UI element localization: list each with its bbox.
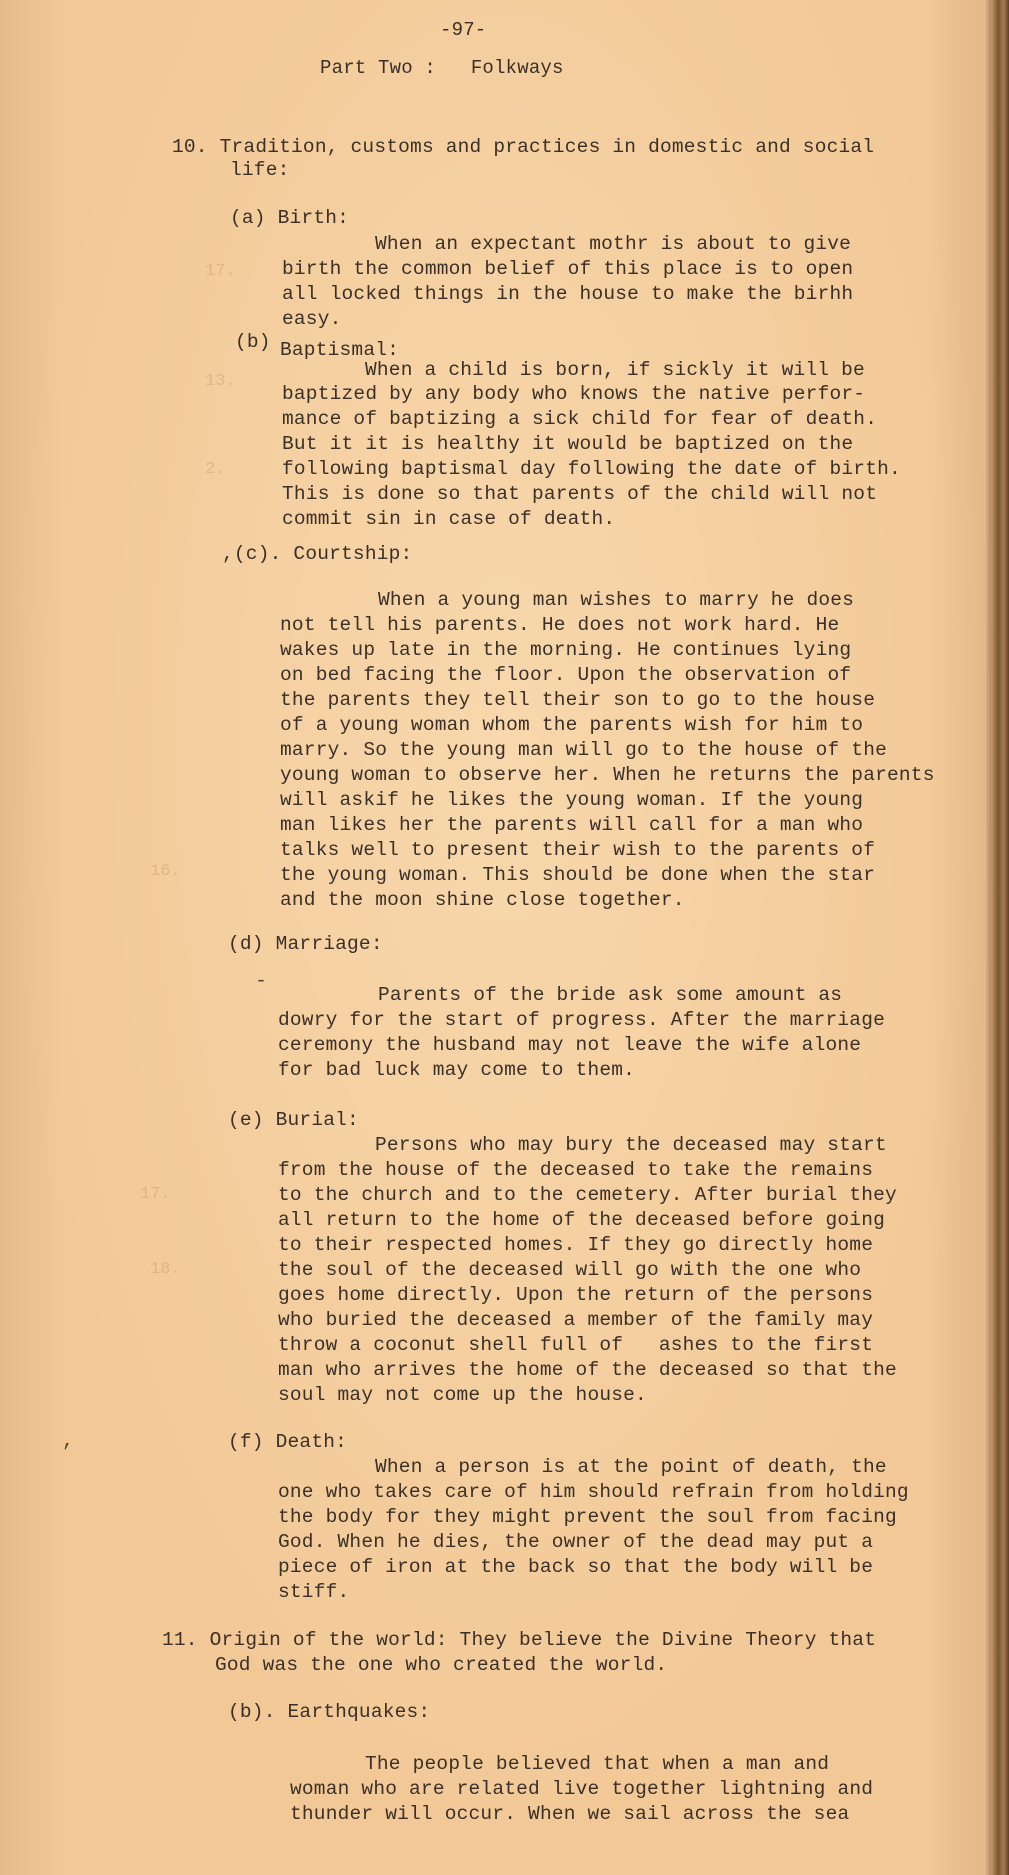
margin-mark: - (255, 970, 268, 993)
death-line: God. When he dies, the owner of the dead may put a (278, 1531, 874, 1553)
burial-line: to their respected homes. If they go directly home (278, 1234, 874, 1256)
baptismal-label-letter: (b) (235, 331, 271, 353)
marriage-line: ceremony the husband may not leave the wife alone (278, 1034, 862, 1056)
courtship-line: wakes up late in the morning. He continues lying (280, 639, 852, 661)
marriage-line: Parents of the bride ask some amount as (378, 984, 843, 1006)
birth-line: all locked things in the house to make the birhh (282, 283, 854, 305)
bleed-through-mark: 2. (205, 460, 226, 479)
death-label: (f) Death: (228, 1431, 348, 1453)
bleed-through-mark: 17. (205, 262, 236, 281)
birth-line: When an expectant mothr is about to give (375, 233, 852, 255)
courtship-line: on bed facing the floor. Upon the observation of (280, 664, 852, 686)
margin-mark: , (62, 1430, 75, 1453)
section-10-heading: 10. Tradition, customs and practices in domestic and social (172, 136, 875, 158)
earthquakes-line: woman who are related live together lightning and (290, 1778, 874, 1800)
bleed-through-mark: 18. (150, 1260, 181, 1279)
marriage-line: for bad luck may come to them. (278, 1059, 636, 1081)
part-title: Part Two : Folkways (320, 57, 564, 79)
baptismal-label: Baptismal: (280, 339, 400, 361)
marriage-label: (d) Marriage: (228, 933, 383, 955)
courtship-line: the parents they tell their son to go to the house (280, 689, 876, 711)
courtship-line: young woman to observe her. When he returns the parents (280, 764, 935, 786)
death-line: piece of iron at the back so that the body will be (278, 1556, 874, 1578)
death-line: When a person is at the point of death, the (375, 1456, 887, 1478)
courtship-line: talks well to present their wish to the parents of (280, 839, 876, 861)
courtship-line: When a young man wishes to marry he does (378, 589, 855, 611)
page-edge (991, 0, 1009, 1875)
courtship-line: not tell his parents. He does not work hard. He (280, 614, 840, 636)
death-line: stiff. (278, 1581, 350, 1603)
earthquakes-label: (b). Earthquakes: (228, 1701, 431, 1723)
section-11-heading-cont: God was the one who created the world. (215, 1654, 668, 1676)
courtship-line: marry. So the young man will go to the house of the (280, 739, 887, 761)
burial-line: the soul of the deceased will go with the one who (278, 1259, 862, 1281)
bleed-through-mark: 17. (140, 1185, 171, 1204)
death-line: one who takes care of him should refrain from holding (278, 1481, 909, 1503)
courtship-line: and the moon shine close together. (280, 889, 685, 911)
courtship-line: man likes her the parents will call for a man who (280, 814, 864, 836)
baptismal-line: When a child is born, if sickly it will be (365, 359, 865, 381)
burial-line: throw a coconut shell full of ashes to the first (278, 1334, 874, 1356)
baptismal-line: baptized by any body who knows the native perfor- (282, 383, 866, 405)
burial-label: (e) Burial: (228, 1109, 359, 1131)
death-line: the body for they might prevent the soul from facing (278, 1506, 897, 1528)
baptismal-line: commit sin in case of death. (282, 508, 616, 530)
birth-line: easy. (282, 308, 342, 330)
section-10-heading-cont: life: (230, 159, 290, 181)
marriage-line: dowry for the start of progress. After the marriage (278, 1009, 885, 1031)
baptismal-line: But it it is healthy it would be baptized on the (282, 433, 854, 455)
burial-line: to the church and to the cemetery. After burial they (278, 1184, 897, 1206)
earthquakes-line: thunder will occur. When we sail across the sea (290, 1803, 850, 1825)
courtship-line: of a young woman whom the parents wish for him to (280, 714, 864, 736)
courtship-line: will askif he likes the young woman. If the young (280, 789, 864, 811)
burial-line: from the house of the deceased to take the remains (278, 1159, 874, 1181)
burial-line: Persons who may bury the deceased may start (375, 1134, 887, 1156)
birth-label: (a) Birth: (230, 207, 350, 229)
bleed-through-mark: 16. (150, 862, 181, 881)
burial-line: man who arrives the home of the deceased so that the (278, 1359, 897, 1381)
courtship-label: ,(c). Courtship: (222, 543, 413, 565)
burial-line: soul may not come up the house. (278, 1384, 647, 1406)
courtship-line: the young woman. This should be done when the star (280, 864, 876, 886)
baptismal-line: following baptismal day following the date of birth. (282, 458, 901, 480)
page-number: -97- (440, 19, 487, 41)
baptismal-line: This is done so that parents of the child will not (282, 483, 878, 505)
earthquakes-line: The people believed that when a man and (365, 1753, 830, 1775)
bleed-through-mark: 13. (205, 372, 236, 391)
section-11-heading: 11. Origin of the world: They believe the Divine Theory that (162, 1629, 877, 1651)
baptismal-line: mance of baptizing a sick child for fear of death. (282, 408, 878, 430)
burial-line: goes home directly. Upon the return of the persons (278, 1284, 874, 1306)
burial-line: all return to the home of the deceased before going (278, 1209, 885, 1231)
burial-line: who buried the deceased a member of the family may (278, 1309, 874, 1331)
birth-line: birth the common belief of this place is to open (282, 258, 854, 280)
